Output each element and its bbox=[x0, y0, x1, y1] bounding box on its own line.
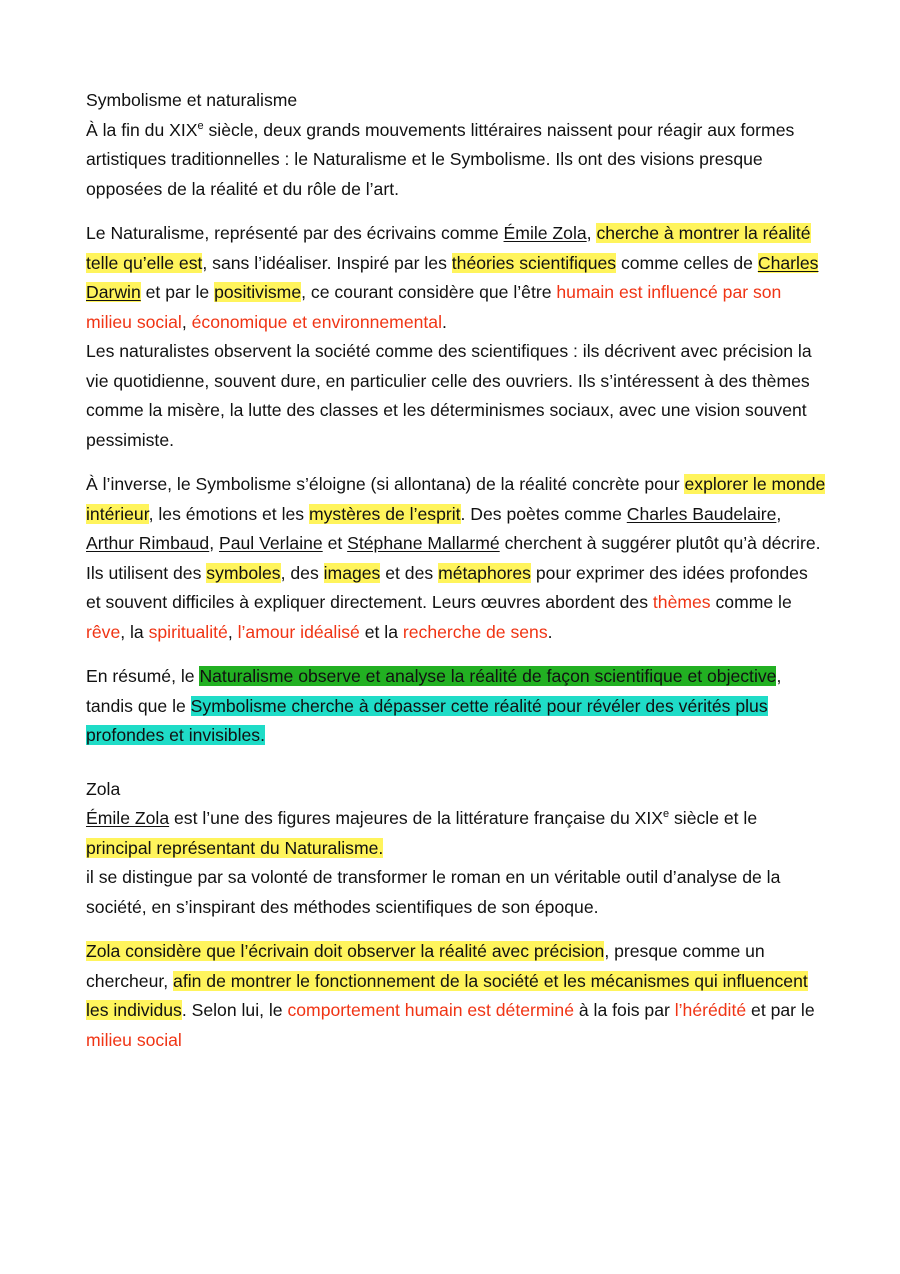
text-run: comme celles de bbox=[616, 252, 758, 273]
text-run: , des bbox=[280, 562, 324, 583]
red-text: spiritualité bbox=[148, 621, 228, 642]
text-run: et bbox=[322, 533, 348, 553]
text-run: Ils utilisent des bbox=[86, 562, 207, 583]
text-run: et des bbox=[380, 562, 439, 583]
naturalistes-paragraph: Les naturalistes observent la société comme des scientifiques : ils décrivent avec précision la vie quotidienne, souvent dure, en particulier celle des ouvriers. Ils s’intéressent à des thèmes comme la misère, la lutte des classes et les déterminismes sociaux, avec une vision souvent pessimiste. bbox=[86, 341, 812, 450]
author-charles-darwin: Charles Darwin bbox=[86, 252, 819, 302]
text-run: est l’une des figures majeures de la littérature française du XIX bbox=[169, 808, 663, 828]
red-text: comportement humain est déterminé bbox=[287, 1000, 574, 1020]
highlight-yellow: métaphores bbox=[438, 562, 531, 583]
red-text: recherche de sens bbox=[402, 621, 548, 642]
document-page bbox=[86, 86, 826, 1055]
intro-paragraph bbox=[86, 116, 826, 205]
author-arthur-rimbaud: Arthur Rimbaud bbox=[86, 533, 210, 553]
red-text: l’hérédité bbox=[674, 1000, 747, 1020]
resume-paragraph bbox=[86, 662, 826, 751]
text-run: , ce courant considère que l’être bbox=[301, 282, 557, 302]
text-run: cherchent à suggérer plutôt qu’à décrire. bbox=[499, 533, 821, 553]
highlight-yellow: symboles bbox=[206, 562, 281, 583]
highlight-yellow: Zola considère que l’écrivain doit observer la réalité avec précision bbox=[86, 941, 605, 961]
text-run: , sans l’idéaliser. Inspiré par les bbox=[202, 252, 452, 273]
text-run: et par le bbox=[140, 282, 215, 302]
zola-method-paragraph bbox=[86, 937, 826, 1055]
highlight-yellow: positivisme bbox=[214, 282, 302, 302]
text-run: et la bbox=[359, 621, 403, 642]
text-run: , bbox=[227, 621, 238, 642]
zola-intro-paragraph bbox=[86, 804, 826, 863]
author-stephane-mallarme: Stéphane Mallarmé bbox=[347, 533, 500, 553]
highlight-yellow: mystères de l’esprit bbox=[308, 503, 461, 524]
text-run: , bbox=[776, 503, 782, 524]
highlight-green: Naturalisme observe et analyse la réalité de façon scientifique et objective bbox=[199, 666, 777, 686]
red-text: thèmes bbox=[652, 592, 711, 612]
text-run: . Des poètes comme bbox=[460, 503, 627, 524]
text-run: comme le bbox=[710, 592, 792, 612]
text-run: à la fois par bbox=[574, 1000, 675, 1020]
highlight-yellow: explorer le monde intérieur bbox=[86, 474, 826, 524]
text-run: À la fin du XIX bbox=[86, 119, 198, 140]
naturalisme-paragraph bbox=[86, 219, 826, 337]
superscript: e bbox=[197, 119, 204, 132]
red-text: milieu social bbox=[86, 1029, 182, 1050]
red-text: rêve bbox=[86, 621, 121, 642]
text-run: . bbox=[547, 621, 553, 642]
text-run: , tandis que le bbox=[86, 666, 782, 716]
red-text: l’amour idéalisé bbox=[237, 621, 360, 642]
text-run: , bbox=[209, 533, 219, 553]
author-paul-verlaine: Paul Verlaine bbox=[219, 533, 323, 553]
text-run: À l’inverse, le Symbolisme s’éloigne (si allontana) de la réalité concrète pour bbox=[86, 474, 685, 494]
text-run: , bbox=[586, 223, 597, 243]
highlight-yellow: principal représentant du Naturalisme. bbox=[86, 837, 384, 858]
author-emile-zola: Émile Zola bbox=[86, 808, 170, 828]
section-title-symbolisme: Symbolisme et naturalisme bbox=[86, 90, 298, 110]
text-run: En résumé, le bbox=[86, 666, 200, 686]
highlight-yellow: cherche à montrer la réalité telle qu’elle est bbox=[86, 223, 811, 273]
superscript: e bbox=[662, 808, 670, 821]
text-run: siècle, deux grands mouvements littéraires naissent pour réagir aux formes artistiques traditionnelles : le Naturalisme et le Symbolisme. Ils ont des visions presque opposées de la réalité et du rôle de l’art. bbox=[86, 119, 795, 199]
text-run: , bbox=[181, 311, 192, 332]
text-run: . bbox=[442, 311, 447, 332]
text-run: . Selon lui, le bbox=[181, 1000, 288, 1020]
text-run: , les émotions et les bbox=[148, 503, 309, 524]
text-run: Le Naturalisme, représenté par des écrivains comme bbox=[86, 223, 504, 243]
highlight-yellow: images bbox=[323, 562, 381, 583]
highlight-yellow: afin de montrer le fonctionnement de la société et les mécanismes qui influencent les individus bbox=[86, 970, 808, 1020]
zola-roman-paragraph: il se distingue par sa volonté de transformer le roman en un véritable outil d’analyse de la société, en s’inspirant des méthodes scientifiques de son époque. bbox=[86, 867, 781, 917]
symbolisme-paragraph bbox=[86, 470, 826, 559]
text-run: , la bbox=[120, 621, 149, 642]
red-text: humain est influencé par son milieu social bbox=[86, 282, 782, 332]
red-text: économique et environnemental bbox=[191, 311, 442, 332]
symboles-paragraph bbox=[86, 559, 826, 648]
text-run: et par le bbox=[746, 1000, 815, 1020]
highlight-cyan: Symbolisme cherche à dépasser cette réalité pour révéler des vérités plus profondes et invisibles. bbox=[86, 695, 768, 745]
text-run: siècle et le bbox=[669, 808, 758, 828]
text-run: , presque comme un chercheur, bbox=[86, 941, 765, 991]
text-run: pour exprimer des idées profondes et souvent difficiles à expliquer directement. Leurs œuvres abordent des bbox=[86, 562, 808, 612]
author-emile-zola: Émile Zola bbox=[503, 223, 587, 243]
highlight-yellow: théories scientifiques bbox=[451, 252, 617, 273]
author-charles-baudelaire: Charles Baudelaire bbox=[626, 503, 777, 524]
section-title-zola: Zola bbox=[86, 778, 121, 799]
